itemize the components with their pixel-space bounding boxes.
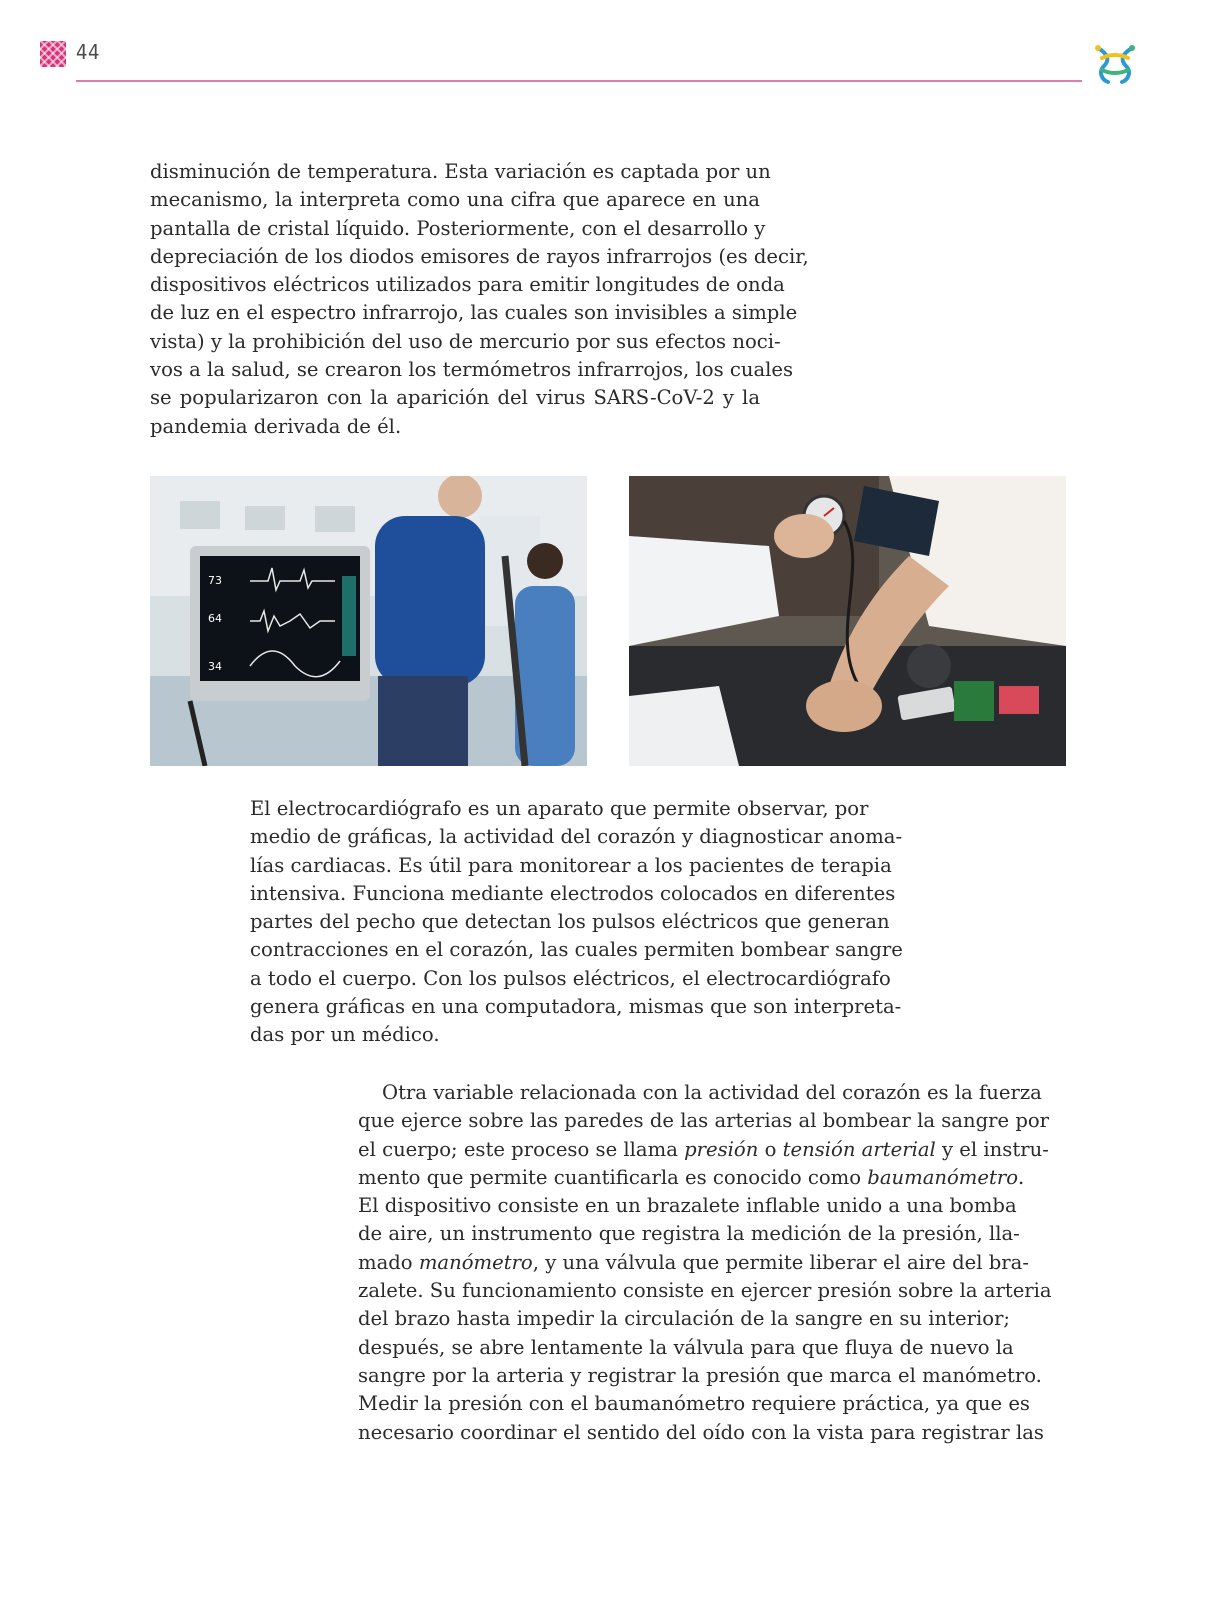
- text-run: .: [1018, 1165, 1025, 1189]
- text-line: [358, 1164, 1025, 1192]
- text-line: se popularizaron con la aparición del virus SARS-CoV-2 y la: [150, 386, 760, 410]
- text-line: Medir la presión con el baumanómetro requiere práctica, ya que es: [358, 1392, 1030, 1416]
- paragraph-thermometers: [150, 158, 809, 441]
- text-line: intensiva. Funciona mediante electrodos colocados en diferentes: [250, 881, 896, 905]
- text-line: disminución de temperatura. Esta variación es captada por un: [150, 160, 771, 183]
- text-line: lías cardiacas. Es útil para monitorear a los pacientes de terapia: [250, 853, 892, 877]
- text-line: pandemia derivada de él.: [150, 414, 402, 438]
- text-line: del brazo hasta impedir la circulación de la sangre en su interior;: [358, 1307, 1011, 1331]
- text-run: y el instru-: [935, 1137, 1049, 1161]
- text-line: vista) y la prohibición del uso de mercurio por sus efectos noci-: [150, 329, 781, 353]
- text-run: , y una válvula que permite liberar el aire del bra-: [532, 1250, 1029, 1274]
- text-line: El electrocardiógrafo es un aparato que permite observar, por: [250, 797, 869, 820]
- photo-cardiac-monitor: [150, 476, 587, 766]
- text-line: vos a la salud, se crearon los termómetros infrarrojos, los cuales: [150, 358, 794, 382]
- text-line: a todo el cuerpo. Con los pulsos eléctricos, el electrocardiógrafo: [250, 966, 891, 990]
- text-line: necesario coordinar el sentido del oído con la vista para registrar las: [358, 1420, 1044, 1444]
- text-line: partes del pecho que detectan los pulsos eléctricos que generan: [250, 910, 890, 934]
- text-line: de aire, un instrumento que registra la medición de la presión, lla-: [358, 1222, 1020, 1246]
- header-rule: [76, 80, 1082, 82]
- term-manometro: manómetro: [418, 1250, 533, 1274]
- text-line: depreciación de los diodos emisores de rayos infrarrojos (es decir,: [150, 244, 809, 268]
- paragraph-electrocardiograph: [250, 795, 903, 1050]
- text-line: zalete. Su funcionamiento consiste en ejercer presión sobre la arteria: [358, 1279, 1052, 1303]
- text-line: después, se abre lentamente la válvula para que fluya de nuevo la: [358, 1335, 1014, 1359]
- text-run: o: [758, 1137, 783, 1161]
- monitor-reading: 34: [208, 660, 222, 673]
- text-line: mecanismo, la interpreta como una cifra que aparece en una: [150, 188, 760, 212]
- text-line: dispositivos eléctricos utilizados para emitir longitudes de onda: [150, 273, 785, 297]
- text-line: sangre por la arteria y registrar la presión que marca el manómetro.: [358, 1363, 1042, 1387]
- text-line: El dispositivo consiste en un brazalete inflable unido a una bomba: [358, 1194, 1017, 1218]
- text-line: genera gráficas en una computadora, mismas que son interpreta-: [250, 995, 902, 1019]
- text-line: [358, 1136, 1049, 1164]
- text-line: pantalla de cristal líquido. Posteriormente, con el desarrollo y: [150, 216, 766, 240]
- term-baumanometro: baumanómetro: [867, 1165, 1019, 1189]
- monitor-reading: 64: [208, 612, 222, 625]
- text-run: mento que permite cuantificarla es conocido como: [358, 1165, 868, 1189]
- logo-icon: [1092, 40, 1138, 86]
- term-presion: presión: [684, 1137, 759, 1161]
- term-tension-arterial: tensión arterial: [782, 1137, 936, 1161]
- text-line: contracciones en el corazón, las cuales permiten bombear sangre: [250, 938, 903, 962]
- text-line: medio de gráficas, la actividad del corazón y diagnosticar anoma-: [250, 825, 903, 849]
- text-line: Otra variable relacionada con la actividad del corazón es la fuerza: [382, 1081, 1042, 1104]
- photo-blood-pressure: [629, 476, 1066, 766]
- text-line: que ejerce sobre las paredes de las arterias al bombear la sangre por: [358, 1109, 1050, 1133]
- paragraph-blood-pressure: [358, 1079, 1052, 1447]
- monitor-reading: 73: [208, 574, 222, 587]
- text-run: el cuerpo; este proceso se llama: [358, 1137, 685, 1161]
- text-line: de luz en el espectro infrarrojo, las cuales son invisibles a simple: [150, 301, 798, 325]
- text-line: [358, 1249, 1029, 1277]
- page-number: 44: [76, 40, 100, 64]
- pattern-icon: [40, 41, 66, 67]
- text-line: das por un médico.: [250, 1023, 440, 1047]
- text-run: mado: [358, 1250, 419, 1274]
